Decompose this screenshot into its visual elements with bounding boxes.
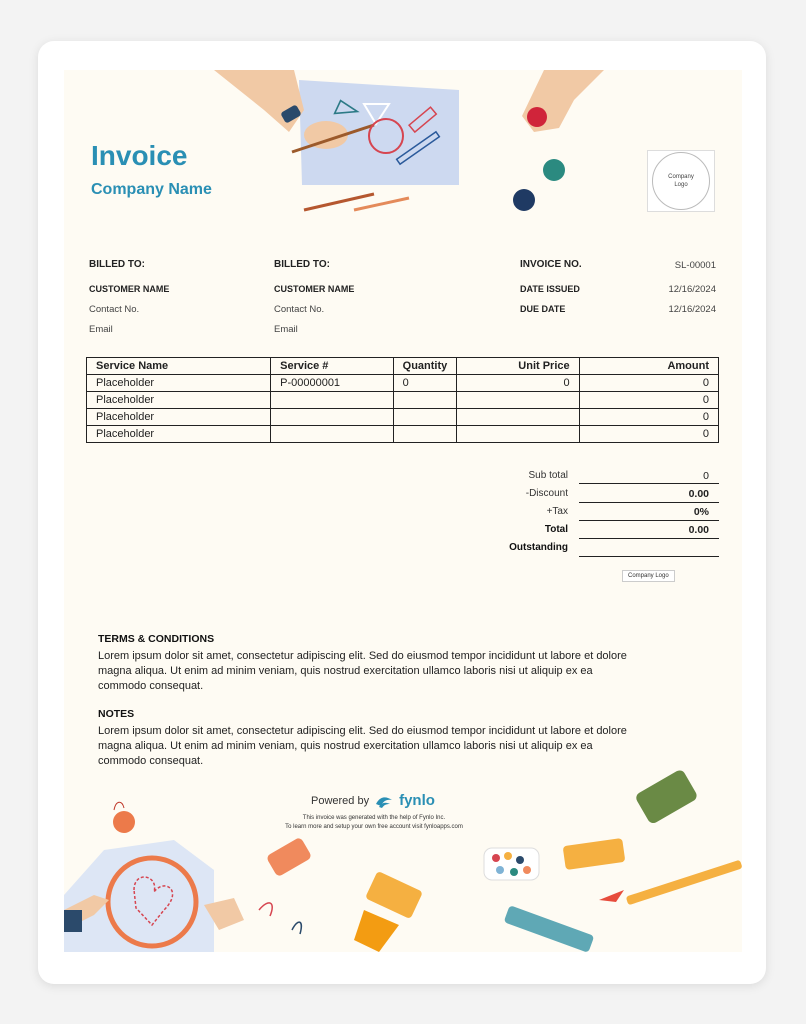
due-date-value: 12/16/2024 <box>668 304 716 315</box>
outstanding-label: Outstanding <box>509 542 568 553</box>
cell-unit-price <box>457 409 579 426</box>
cell-amount: 0 <box>579 392 718 409</box>
cell-unit-price: 0 <box>457 375 579 392</box>
header-service-name: Service Name <box>87 358 271 375</box>
header-quantity: Quantity <box>393 358 457 375</box>
table-header-row <box>87 358 719 375</box>
total-label: Total <box>544 524 568 535</box>
yellow-tube-art <box>563 838 626 870</box>
subtotal-rule <box>579 483 719 484</box>
pincushion-art <box>113 811 135 833</box>
items-table <box>86 357 719 443</box>
cell-service-name: Placeholder <box>87 409 271 426</box>
date-issued-value: 12/16/2024 <box>668 284 716 295</box>
header-service-number: Service # <box>271 358 394 375</box>
cell-amount: 0 <box>579 409 718 426</box>
cell-amount: 0 <box>579 375 718 392</box>
date-issued-label: DATE ISSUED <box>520 284 580 294</box>
invoice-title: Invoice <box>91 140 188 171</box>
small-company-logo: Company Logo <box>622 570 675 582</box>
invoice-sheet <box>64 70 742 952</box>
terms-heading: TERMS & CONDITIONS <box>98 633 215 645</box>
cell-quantity <box>393 426 457 443</box>
invoice-no-label: INVOICE NO. <box>520 259 582 270</box>
palette-art <box>484 848 539 880</box>
contact-no-1: Contact No. <box>89 304 140 315</box>
tax-value: 0% <box>693 506 709 518</box>
header-artwork <box>204 70 624 220</box>
discount-rule <box>579 502 719 503</box>
table-row <box>87 426 719 443</box>
customer-name-1: CUSTOMER NAME <box>89 284 170 294</box>
green-spool-art <box>634 770 699 825</box>
cell-service-number <box>271 426 394 443</box>
cell-service-number <box>271 392 394 409</box>
cell-service-name: Placeholder <box>87 426 271 443</box>
footer-line-1: This invoice was generated with the help of Fynlo Inc. <box>302 815 446 821</box>
total-value: 0.00 <box>688 524 709 536</box>
discount-value: 0.00 <box>688 488 709 500</box>
logo-circle <box>652 152 710 210</box>
cell-amount: 0 <box>579 426 718 443</box>
table-row <box>87 375 719 392</box>
tax-label: +Tax <box>546 506 568 517</box>
header-amount: Amount <box>579 358 718 375</box>
discount-label: -Discount <box>525 488 568 499</box>
header-unit-price: Unit Price <box>457 358 579 375</box>
company-logo-placeholder <box>647 150 715 212</box>
arm-art <box>214 70 304 132</box>
contact-no-2: Contact No. <box>274 304 325 315</box>
paintbrush-art <box>365 871 423 919</box>
terms-text: Lorem ipsum dolor sit amet, consectetur adipiscing elit. Sed do eiusmod tempor incididunt ut labore et dolore magna aliqua. Ut enim ad minim veniam, quis nostrud exercitation ullamco laboris nisi ut aliquip ex ea commodo consequat. <box>98 650 627 692</box>
cell-quantity <box>393 392 457 409</box>
pencil-art <box>626 860 742 906</box>
table-row <box>87 392 719 409</box>
cell-quantity: 0 <box>393 375 457 392</box>
cell-unit-price <box>457 392 579 409</box>
logo-text-line1: Company <box>668 174 694 180</box>
notes-text: Lorem ipsum dolor sit amet, consectetur adipiscing elit. Sed do eiusmod tempor incididunt ut labore et dolore magna aliqua. Ut enim ad minim veniam, quis nostrud exercitation ullamco laboris nisi ut aliquip ex ea commodo consequat. <box>98 725 627 767</box>
footer-artwork <box>64 770 742 952</box>
billed-to-heading-1: BILLED TO: <box>89 259 145 270</box>
thread-spool-art <box>266 837 313 878</box>
total-rule <box>579 538 719 539</box>
fynlo-brand: fynlo <box>399 792 435 809</box>
invoice-no-value: SL-00001 <box>674 260 716 271</box>
cell-service-number: P-00000001 <box>271 375 394 392</box>
subtotal-label: Sub total <box>528 470 568 481</box>
customer-name-2: CUSTOMER NAME <box>274 284 355 294</box>
table-row <box>87 409 719 426</box>
logo-text-line2: Logo <box>674 182 688 188</box>
company-name: Company Name <box>91 181 212 198</box>
due-date-label: DUE DATE <box>520 304 566 314</box>
subtotal-value: 0 <box>703 470 709 482</box>
footer-line-2: To learn more and setup your own free account visit fynloapps.com <box>285 824 463 830</box>
cell-service-number <box>271 409 394 426</box>
billed-to-heading-2: BILLED TO: <box>274 259 330 270</box>
cell-service-name: Placeholder <box>87 375 271 392</box>
tax-rule <box>579 520 719 521</box>
email-2: Email <box>274 324 298 335</box>
notes-heading: NOTES <box>98 708 135 720</box>
powered-by-label: Powered by <box>311 794 370 807</box>
cell-quantity <box>393 409 457 426</box>
paint-tube-art <box>504 905 595 952</box>
cell-unit-price <box>457 426 579 443</box>
outstanding-rule <box>579 556 719 557</box>
cell-service-name: Placeholder <box>87 392 271 409</box>
email-1: Email <box>89 324 113 335</box>
